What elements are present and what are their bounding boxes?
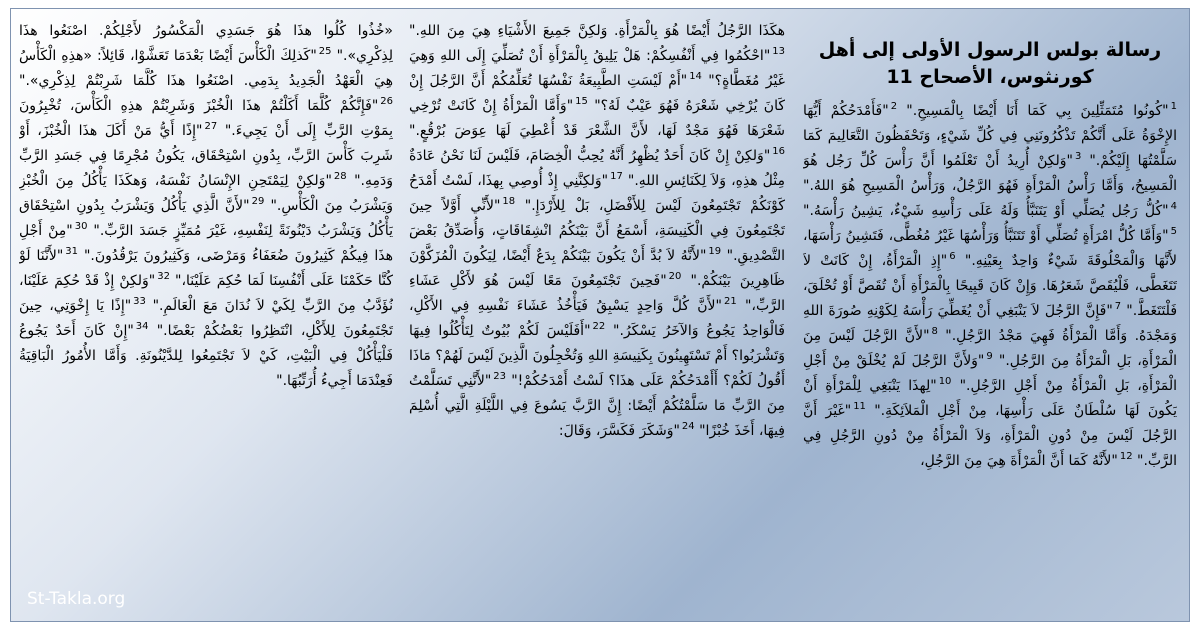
verse-text: "وَأَمَّا كُلُّ امْرَأَةٍ تُصَلِّي أَوْ تَتَنَبَّأُ وَرَأْسُهَا غَيْرُ مُغُطًّى، فَتَشِينُ رَأْسَهَا، لأَنَّهَا وَالْمَحْلُوقَةَ شَيْءٌ وَاحِدٌ بِعَيْنِهِ." [803,228,1177,269]
verse-number: 32 [157,271,170,283]
verse-number: 4 [1170,201,1177,213]
verse-text: "مِنْ أَجْلِ هذَا فِيكُمْ كَثِيرُونَ ضُعَفَاءُ وَمَرْضَى، وَكَثِيرُونَ يَرْقُدُونَ." [19,223,393,264]
verse-text: "فَإِنَّ الرَّجُلَ لاَ يَنْبَغِي أَنْ يُغَطِّيَ رَأْسَهُ لِكَوْنِهِ صُورَةَ اللهِ وَمَجْدَهُ. وَأَمَّا الْمَرْأَةُ فَهِيَ مَجْدُ الرَّجُلِ." [803,303,1177,344]
verse [803,203,1177,219]
verse-number: 22 [592,321,606,333]
verse-number: 20 [668,271,682,283]
verse-number: 31 [65,246,78,258]
verse-number: 1 [1170,101,1177,113]
verse-text: "احْكُمُوا فِي أَنْفُسِكُمْ: هَلْ يَلِيقُ بِالْمَرْأَةِ أَنْ تُصَلِّيَ إِلَى اللهِ وَهِيَ غَيْرُ مُغَطَّاةٍ؟" [409,48,785,89]
verse-text: "وَلكِنْ أُرِيدُ أَنْ تَعْلَمُوا أَنَّ رَأْسَ كُلِّ رَجُل هُوَ الْمَسِيحُ، وَأَمَّا رَأْسُ الْمَرْأَةِ فَهُوَ الرَّجُلُ، وَرَأْسُ الْمَسِيحِ هُوَ اللهُ." [803,153,1177,194]
verse-text: «خُذُوا كُلُوا هذَا هُوَ جَسَدِي الْمَكْسُورُ لأَجْلِكُمْ. اصْنَعُوا هذَا لِذِكْرِي»." [19,23,393,64]
verse-number: 7 [1114,301,1122,313]
page-title: رسالة بولس الرسول الأولى إلى أهل كورنثوس، الأصحاح 11 [818,39,1162,88]
verse-text: "فَإِنَّكُمْ كُلَّمَا أَكَلْتُمْ هذَا الْخُبْزَ وَشَرِبْتُمْ هذِهِ الْكَأْسَ، تُخْبِرُونَ بِمَوْتِ الرَّبِّ إِلَى أَنْ يَجِيءَ." [19,98,393,139]
verse-text: "إِذًا أَيُّ مَنْ أَكَلَ هذَا الْخُبْزَ، أَوْ شَرِبَ كَأْسَ الرَّبِّ، بِدُونِ اسْتِحْقَاق، يَكُونُ مُجْرِمًا فِي جَسَدِ الرَّبِّ وَدَمِهِ." [19,123,393,189]
verse-number: 2 [890,101,898,113]
column-left [19,9,393,621]
verse-text: "وَلكِنَّنِي إِذْ أُوصِي بِهذَا، لَسْتُ أَمْدَحُ كَوْنَكُمْ تَجْتَمِعُونَ لَيْسَ لِلأَفْضَلِ، بَلْ لِلأَرْدَإِ." [409,173,785,214]
verse-text: "كَذلِكَ الْكَأْسَ أَيْضًا بَعْدَمَا تَعَشَّوْا، قَائِلاً: «هذِهِ الْكَأْسُ هِيَ الْعَهْدُ الْجَدِيدُ بِدَمِي. اصْنَعُوا هذَا كُلَّمَا شَرِبْتُمْ لِذِكْرِي»." [19,48,393,89]
verse-text: "لِهذَا يَنْبَغِي لِلْمَرْأَةِ أَنْ يَكُونَ لَهَا سُلْطَانٌ عَلَى رَأْسِهَا، مِنْ أَجْلِ الْمَلاَئِكَةِ." [803,378,1177,419]
verse-number: 27 [204,121,218,133]
verse-text: "لأَنَّنَا لَوْ كُنَّا حَكَمْنَا عَلَى أَنْفُسِنَا لَمَا حُكِمَ عَلَيْنَا،" [19,248,393,289]
verses-middle [409,19,785,444]
verses-right [803,99,1177,474]
verse-number: 26 [380,96,393,108]
verse-text: "كُلُّ رَجُل يُصَلِّي أَوْ يَتَنَبَّأُ وَلَهُ عَلَى رَأْسِهِ شَيْءٌ، يَشِينُ رَأْسَهُ." [803,203,1169,219]
verse [409,23,785,39]
verse-number: 15 [575,96,588,108]
verse-text: "وَلكِنْ إِنْ كَانَ أَحَدٌ يُظْهِرُ أَنَّهُ يُحِبُّ الْخِصَامَ، فَلَيْسَ لَنَا نَحْنُ عَادَةٌ مِثْلُ هذِهِ، وَلاَ لِكَنَائِسِ اللهِ." [409,148,785,189]
verse-text: "لأَنَّ الَّذِي يَأْكُلُ وَيَشْرَبُ بِدُونِ اسْتِحْقَاق يَأْكُلُ وَيَشْرَبُ دَيْنُونَةً لِنَفْسِهِ، غَيْرَ مُمَيِّزٍ جَسَدَ الرَّبِّ." [19,198,393,239]
verse-number: 21 [723,296,737,308]
verse [920,453,1133,469]
chapter-page [10,8,1190,622]
verse-number: 14 [689,71,702,83]
verse-number: 8 [931,326,938,338]
column-right [803,9,1177,621]
verse-text: "وَشَكَرَ فَكَسَّرَ، وَقَالَ: [558,423,680,439]
verse-number: 10 [938,376,952,388]
site-watermark: St-Takla.org [27,589,126,609]
verse-number: 23 [493,371,506,383]
verse-number: 6 [949,251,956,263]
verse-text: "وَأَمَّا الْمَرْأَةُ إِنْ كَانَتْ تُرْخِي شَعْرَهَا فَهُوَ مَجْدٌ لَهَا، لأَنَّ الشَّعْرَ قَدْ أُعْطِيَ لَهَا عِوَضَ بُرْقُعٍ." [409,98,785,139]
verse-number: 17 [610,171,623,183]
verse-number: 34 [135,321,149,333]
verse-text: "وَلكِنْ إِذْ قَدْ حُكِمَ عَلَيْنَا، نُؤَدَّبُ مِنَ الرَّبِّ لِكَيْ لاَ نُدَانَ مَعَ الْعَالَمِ." [19,273,393,314]
verse-text: "فَحِينَ تَجْتَمِعُونَ مَعًا لَيْسَ هُوَ لأَكْلِ عَشَاءِ الرَّبِّ،" [409,273,785,314]
verse-text: "كُونُوا مُتَمَثِّلِينَ بِي كَمَا أَنَا أَيْضًا بِالْمَسِيحِ." [906,103,1169,119]
verse-number: 5 [1170,226,1177,238]
verse-number: 28 [333,171,347,183]
verse-text: "لأَنَّ كُلَّ وَاحِدٍ يَسْبِقُ فَيَأْخُذُ عَشَاءَ نَفْسِهِ فِي الأَكْلِ، فَالْوَاحِدُ يَجُوعُ وَالآخَرُ يَسْكَرُ." [409,298,785,339]
verse-number: 24 [681,421,695,433]
verse-text: "إِذًا يَا إِخْوَتِي، حِينَ تَجْتَمِعُونَ لِلأَكْلِ، انْتَظِرُوا بَعْضُكُمْ بَعْضًا." [19,298,393,339]
verse-number: 12 [1119,451,1133,463]
verse-text: "لأَنَّهُ لاَ بُدَّ أَنْ يَكُونَ بَيْنَكُمْ بِدَعٌ أَيْضًا، لِيَكُونَ الْمُزَكَّوْنَ ظَاهِرِينَ بَيْنَكُمْ." [409,248,785,289]
verse-number: 9 [986,351,993,363]
verse-number: 3 [1074,151,1082,163]
verse [906,103,1177,119]
verses-left [19,19,393,394]
verse-text: "وَلأَنَّ الرَّجُلَ لَمْ يُخْلَقْ مِنْ أَجْلِ الْمَرْأَةِ، بَلِ الْمَرْأَةُ مِنْ أَجْلِ الرَّجُلِ." [803,353,1177,394]
verse-text: هكَذَا الرَّجُلُ أَيْضًا هُوَ بِالْمَرْأَةِ. وَلكِنَّ جَمِيعَ الأَشْيَاءِ هِيَ مِنَ اللهِ." [409,23,785,39]
verse-text: "لأَنَّهُ كَمَا أَنَّ الْمَرْأَةَ هِيَ مِنَ الرَّجُلِ، [920,453,1118,469]
verse-number: 33 [133,296,146,308]
verse-number: 19 [708,246,722,258]
verse-number: 13 [772,46,785,58]
verse-text: "إِنْ كَانَ أَحَدٌ يَجُوعُ فَلْيَأْكُلْ فِي الْبَيْتِ، كَيْ لاَ تَجْتَمِعُوا لِلدَّيْنُونَةِ. وَأَمَّا الأُمُورُ الْبَاقِيَةُ فَعِنْدَمَا أَجِيءُ أُرَتِّبُهَا." [19,323,393,389]
verse-text: "غَيْرَ أَنَّ الرَّجُلَ لَيْسَ مِنْ دُونِ الْمَرْأَةِ، وَلاَ الْمَرْأَةُ مِنْ دُونِ الرَّجُلِ فِي الرَّبِّ." [803,403,1177,469]
verse [559,423,695,439]
verse-text: "وَلكِنْ لِيَمْتَحِنِ الإِنْسَانُ نَفْسَهُ، وَهكَذَا يَأْكُلُ مِنَ الْخُبْزِ وَيَشْرَبُ مِنَ الْكَأْسِ." [19,173,393,214]
verse-text: "إِذِ الْمَرْأَةُ، إِنْ كَانَتْ لاَ تَتَغَطَّى، فَلْيُقَصَّ شَعَرُهَا. وَإِنْ كَانَ قَبِيحًا بِالْمَرْأَةِ أَنْ تُقَصَّ أَوْ تُحْلَقَ، فَلْتَتَغَطَّ." [803,253,1177,319]
verse-number: 29 [251,196,265,208]
verse-number: 16 [772,146,785,158]
verse-text: "أَمْ لَيْسَتِ الطَّبِيعَةُ نَفْسُهَا تُعَلِّمُكُمْ أَنَّ الرَّجُلَ إِنْ كَانَ يُرْخِي شَعْرَهُ فَهُوَ عَيْبٌ لَهُ؟" [409,73,785,114]
verse-number: 25 [318,46,332,58]
verse-text: "لأَنَّنِي تَسَلَّمْتُ مِنَ الرَّبِّ مَا سَلَّمْتُكُمْ أَيْضًا: إِنَّ الرَّبَّ يَسُوعَ فِي اللَّيْلَةِ الَّتِي أُسْلِمَ فِيهَا، أَخَذَ خُبْزًا" [409,373,785,439]
verse-number: 18 [502,196,516,208]
verse-number: 30 [74,221,88,233]
verse-text: "لأَنِّي أَوَّلاً حِينَ تَجْتَمِعُونَ فِي الْكَنِيسَةِ، أَسْمَعُ أَنَّ بَيْنَكُمُ انْشِقَاقَاتٍ، وَأُصَدِّقُ بَعْضَ التَّصْدِيقِ." [409,198,785,264]
verse-text: "أَفَلَيْسَ لَكُمْ بُيُوتٌ لِتَأْكُلُوا فِيهَا وَتَشْرَبُوا؟ أَمْ تَسْتَهِينُونَ بِكَنِيسَةِ اللهِ وَتُخْجِلُونَ الَّذِينَ لَيْسَ لَهُمْ؟ مَاذَا أَقُولُ لَكُمْ؟ أَأَمْدَحُكُمْ عَلَى هذَا؟ لَسْتُ أَمْدَحُكُمْ!" [409,323,785,389]
verse-text: "فَأَمْدَحُكُمْ أَيُّهَا الإِخْوَةُ عَلَى أَنَّكُمْ تَذْكُرُونَنِي فِي كُلِّ شَيْءٍ، وَتَحْفَظُونَ التَّعَالِيمَ كَمَا سَلَّمْتُهَا إِلَيْكُمْ." [803,103,1177,169]
column-middle [409,9,785,621]
verse-number: 11 [853,401,866,413]
verse-text: "لأَنَّ الرَّجُلَ لَيْسَ مِنَ الْمَرْأَةِ، بَلِ الْمَرْأَةُ مِنَ الرَّجُلِ." [803,328,1177,369]
